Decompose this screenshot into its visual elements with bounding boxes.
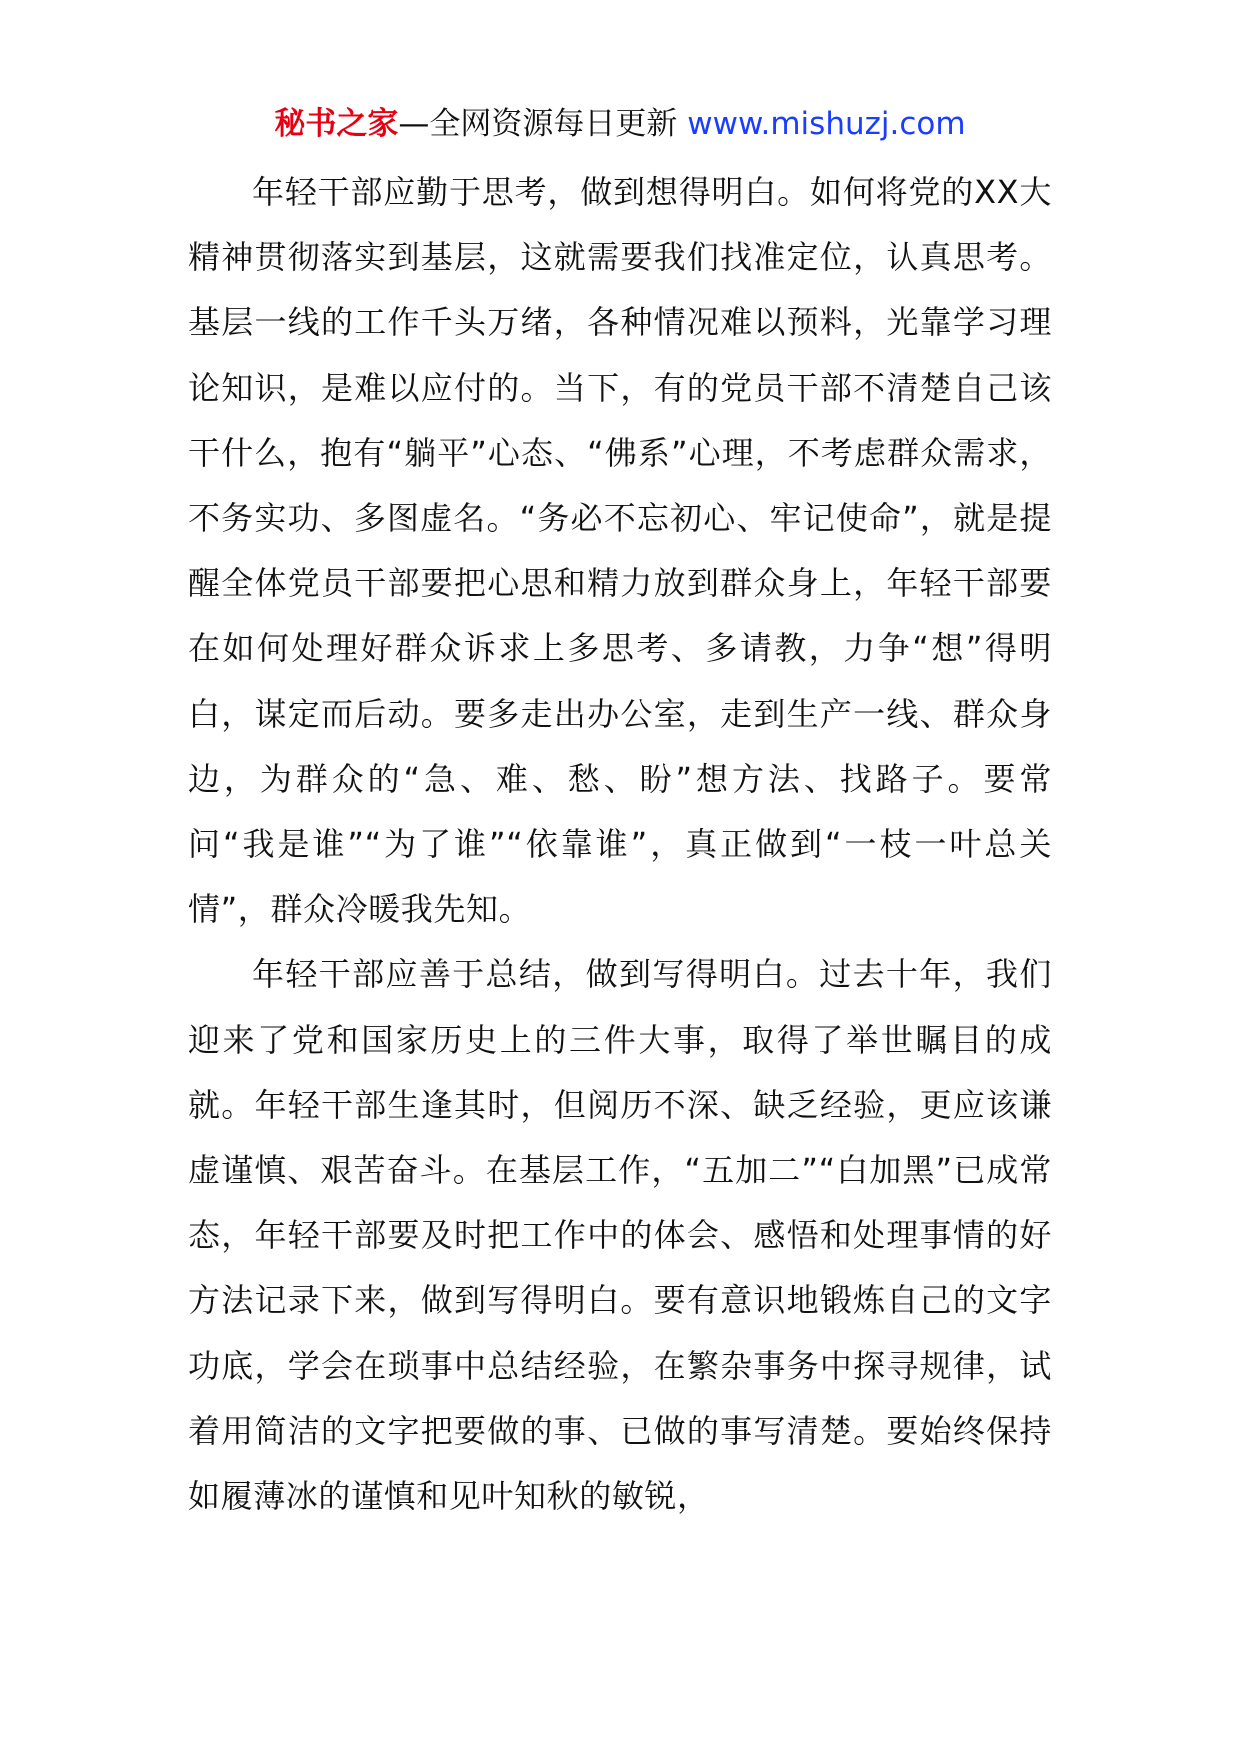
- paragraph-thinking: 年轻干部应勤于思考，做到想得明白。如何将党的XX大精神贯彻落实到基层，这就需要我们找准定位，认真思考。基层一线的工作千头万绪，各种情况难以预料，光靠学习理论知识，是难以应付的。当下，有的党员干部不清楚自己该干什么，抱有“躺平”心态、“佛系”心理，不考虑群众需求，不务实功、多图虚名。“务必不忘初心、牢记使命”，就是提醒全体党员干部要把心思和精力放到群众身上，年轻干部要在如何处理好群众诉求上多思考、多请教，力争“想”得明白，谋定而后动。要多走出办公室，走到生产一线、群众身边，为群众的“急、难、愁、盼”想方法、找路子。要常问“我是谁”“为了谁”“依靠谁”，真正做到“一枝一叶总关情”，群众冷暖我先知。: [188, 173, 1052, 929]
- paragraph-summarizing: 年轻干部应善于总结，做到写得明白。过去十年，我们迎来了党和国家历史上的三件大事，取得了举世瞩目的成就。年轻干部生逢其时，但阅历不深、缺乏经验，更应该谦虚谨慎、艰苦奋斗。在基层工作，“五加二”“白加黑”已成常态，年轻干部要及时把工作中的体会、感悟和处理事情的好方法记录下来，做到写得明白。要有意识地锻炼自己的文字功底，学会在琐事中总结经验，在繁杂事务中探寻规律，试着用简洁的文字把要做的事、已做的事写清楚。要始终保持如履薄冰的谨慎和见叶知秋的敏锐，: [188, 955, 1052, 1516]
- brand-name: 秘书之家: [274, 106, 399, 142]
- header-slogan: —全网资源每日更新: [398, 106, 688, 142]
- watermark-header: [0, 100, 1240, 148]
- document-body: [188, 160, 1052, 1529]
- site-url[interactable]: www.mishuzj.com: [687, 106, 966, 142]
